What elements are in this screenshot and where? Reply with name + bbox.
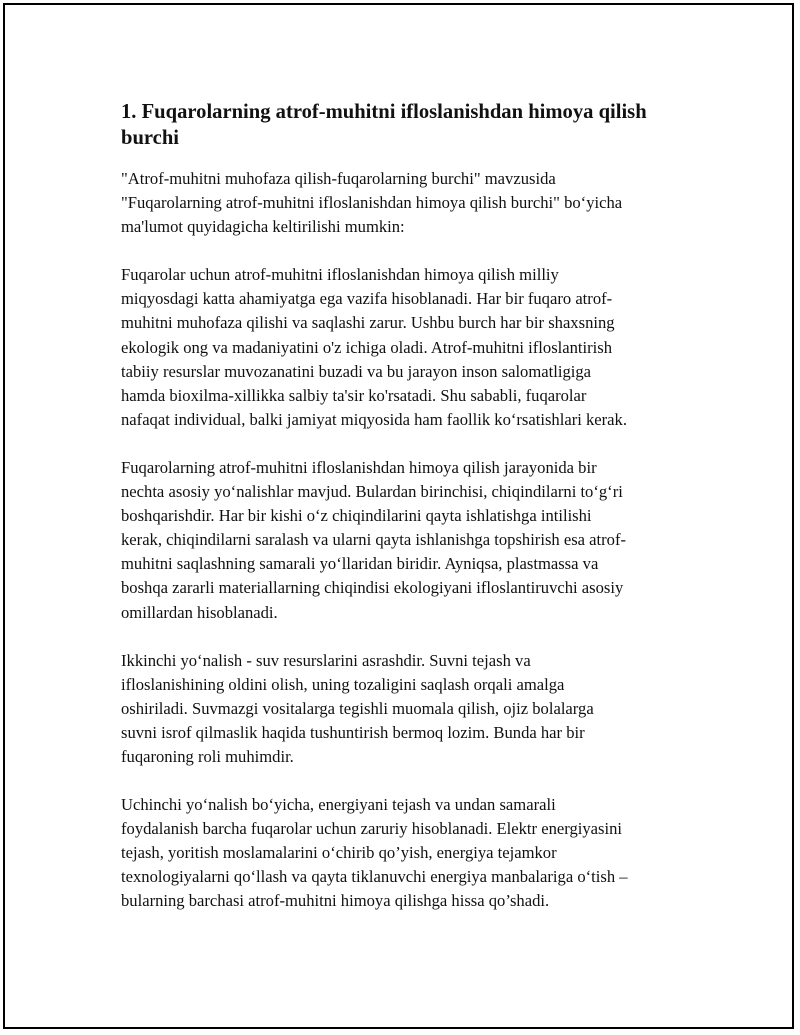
body-paragraph-energy-saving: Uchinchi yo‘nalish bo‘yicha, energiyani tejash va undan samarali foydalanish barcha fuqarolar uchun zaruriy hisoblanadi. Elektr energiyasini tejash, yoritish moslamalarini o‘chirib qo’yish, energiya tejamkor texnologiyalarni qo‘llash va qayta tiklanuvchi energiya manbalariga o‘tish – bularning barchasi atrof-muhitni himoya qilishga hissa qo’shadi. [121, 795, 628, 911]
body-paragraph-importance: Fuqarolar uchun atrof-muhitni ifloslanishdan himoya qilish milliy miqyosdagi katta ahamiyatga ega vazifa hisoblanadi. Har bir fuqaro atrof- muhitni muhofaza qilishi va saqlashi zarur. Ushbu burch har bir shaxsning ekologik ong va madaniyatini o'z ichiga oladi. Atrof-muhitni ifloslantirish tabiiy resurslar muvozanatini buzadi va bu jarayon inson salomatligiga hamda bioxilma-xillikka salbiy ta'sir ko'rsatadi. Shu sababli, fuqarolar nafaqat individual, balki jamiyat miqyosida ham faollik ko‘rsatishlari kerak. [121, 265, 627, 429]
document-content [121, 99, 687, 938]
document-page [3, 3, 794, 1029]
document-title: 1. Fuqarolarning atrof-muhitni ifloslanishdan himoya qilish burchi [121, 101, 647, 149]
body-paragraph-waste-management: Fuqarolarning atrof-muhitni ifloslanishdan himoya qilish jarayonida bir nechta asosiy yo‘nalishlar mavjud. Bulardan birinchisi, chiqindilarni to‘g‘ri boshqarishdir. Har bir kishi o‘z chiqindilarini qayta ishlatishga intilishi kerak, chiqindilarni saralash va ularni qayta ishlanishga topshirish esa atrof- muhitni saqlashning samarali yo‘llaridan biridir. Ayniqsa, plastmassa va boshqa zararli materiallarning chiqindisi ekologiyani ifloslantiruvchi asosiy omillardan hisoblanadi. [121, 457, 627, 622]
body-paragraph-water-resources: Ikkinchi yo‘nalish - suv resurslarini asrashdir. Suvni tejash va ifloslanishining oldini olish, uning tozaligini saqlash orqali amalga oshiriladi. Suvmazgi vositalarga tegishli muomala qilish, ojiz bolalarga suvni isrof qilmaslik haqida tushuntirish bermoq lozim. Bunda har bir fuqaroning roli muhimdir. [121, 650, 594, 766]
intro-paragraph: "Atrof-muhitni muhofaza qilish-fuqarolarning burchi" mavzusida "Fuqarolarning atrof-muhitni ifloslanishdan himoya qilish burchi" bo‘yicha ma'lumot quyidagicha keltirilishi mumkin: [121, 169, 623, 237]
